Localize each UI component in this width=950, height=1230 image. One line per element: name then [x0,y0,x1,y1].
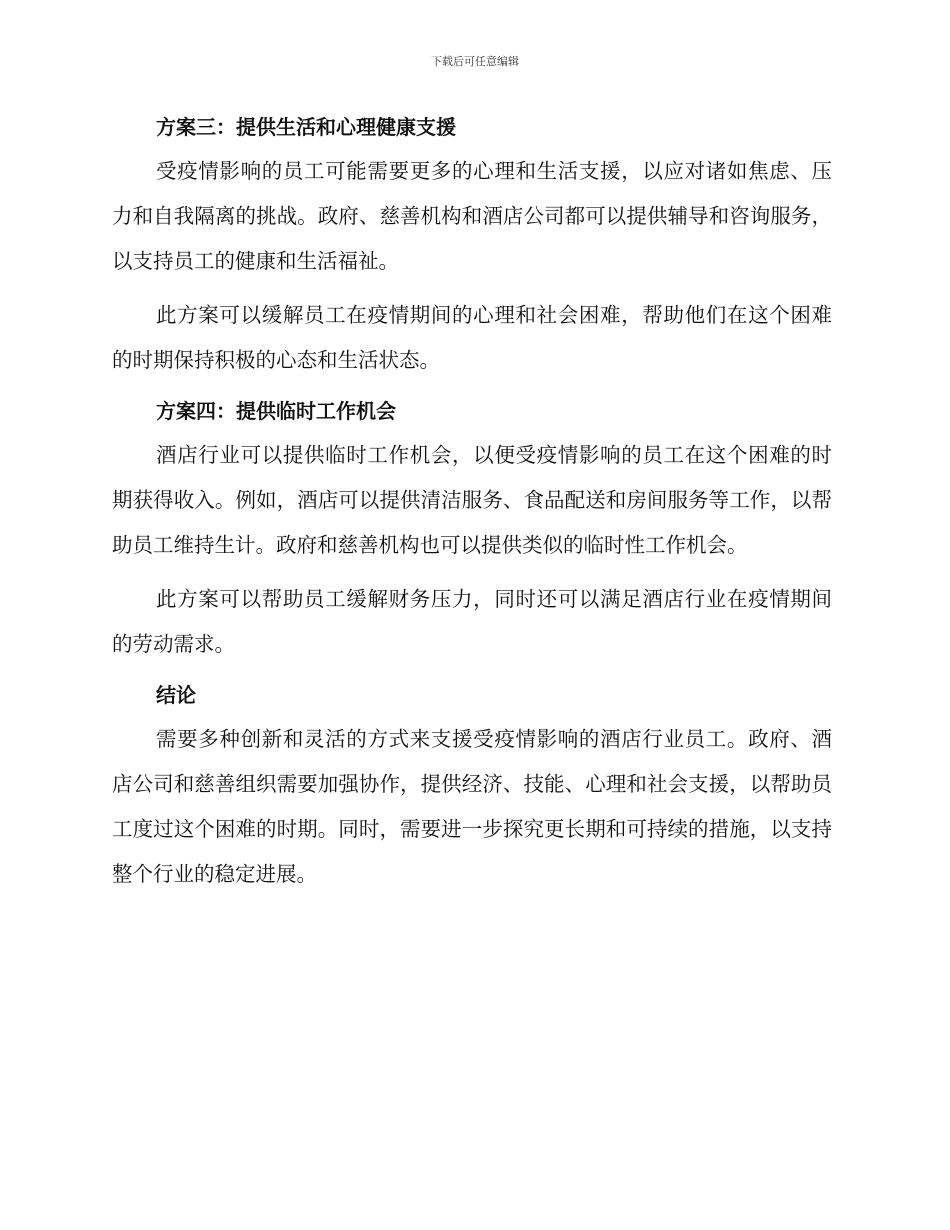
section-heading-plan-three: 方案三：提供生活和心理健康支援 [156,115,456,139]
page-header: 下载后可任意编辑 [431,55,519,68]
section-heading-plan-four: 方案四：提供临时工作机会 [156,399,396,423]
paragraph: 需要多种创新和灵活的方式来支援受疫情影响的酒店行业员工。政府、酒店公司和慈善组织需要加强协作，提供经济、技能、心理和社会支援，以帮助员工度过这个困难的时期。同时，需要进一步探究更长期和可持续的措施，以支持整个行业的稳定进展。 [112,727,832,886]
paragraph: 受疫情影响的员工可能需要更多的心理和生活支援，以应对诸如焦虑、压力和自我隔离的挑战。政府、慈善机构和酒店公司都可以提供辅导和咨询服务，以支持员工的健康和生活福祉。 [112,159,832,273]
section-heading-conclusion: 结论 [156,683,196,707]
paragraph: 酒店行业可以提供临时工作机会，以便受疫情影响的员工在这个困难的时期获得收入。例如，酒店可以提供清洁服务、食品配送和房间服务等工作，以帮助员工维持生计。政府和慈善机构也可以提供类似的临时性工作机会。 [112,443,832,557]
document-body [112,110,832,897]
paragraph: 此方案可以帮助员工缓解财务压力，同时还可以满足酒店行业在疫情期间的劳动需求。 [112,587,832,656]
paragraph: 此方案可以缓解员工在疫情期间的心理和社会困难，帮助他们在这个困难的时期保持积极的心态和生活状态。 [112,303,832,372]
